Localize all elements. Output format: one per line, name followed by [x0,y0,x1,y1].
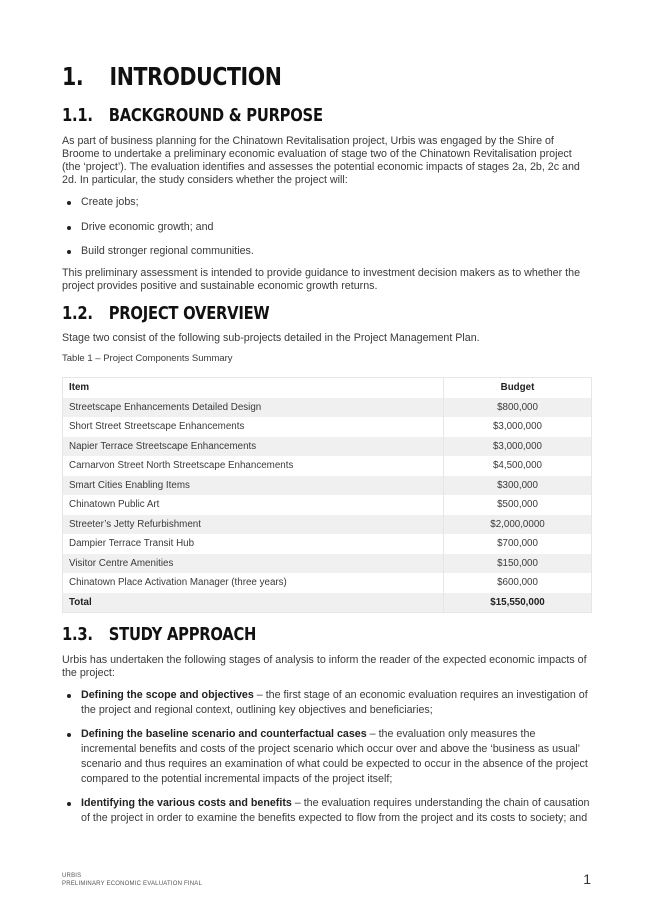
section-title: STUDY APPROACH [108,624,257,645]
column-header-item: Item [63,378,444,398]
cell-budget: $500,000 [444,495,592,515]
cell-item: Short Street Streetscape Enhancements [63,417,444,437]
cell-item: Napier Terrace Streetscape Enhancements [63,437,444,457]
section-heading-approach [62,624,256,645]
chapter-title: INTRODUCTION [109,62,282,91]
list-item: Drive economic growth; and [62,220,592,245]
column-header-budget: Budget [444,378,592,398]
cell-budget: $4,500,000 [444,456,592,476]
cell-total-label: Total [63,593,444,613]
page-number: 1 [583,871,591,887]
bullet-text: – the first stage of an economic evaluation requires an investigation of the project and regional context, outlining key objectives and beneficiaries; [81,689,588,716]
cell-item: Dampier Terrace Transit Hub [63,534,444,554]
bullet-lead: Identifying the various costs and benefits [81,797,292,809]
list-item [62,688,592,718]
cell-item: Visitor Centre Amenities [63,554,444,574]
cell-total-budget: $15,550,000 [444,593,592,613]
table-row [63,554,592,574]
background-bullet-list [62,195,592,269]
overview-intro: Stage two consist of the following sub-projects detailed in the Project Management Plan. [62,332,480,344]
table-row [63,515,592,535]
footer-document-title: PRELIMINARY ECONOMIC EVALUATION FINAL [62,880,202,887]
table-row [63,573,592,593]
cell-item: Streetscape Enhancements Detailed Design [63,398,444,418]
list-item: Build stronger regional communities. [62,244,592,269]
approach-intro: Urbis has undertaken the following stages of analysis to inform the reader of the expected economic impacts of the project: [62,654,587,680]
section-number: 1.3. [62,624,93,645]
background-closing: This preliminary assessment is intended to provide guidance to investment decision makers as to whether the project provides positive and sustainable economic growth returns. [62,267,581,293]
table-total-row [63,593,592,613]
cell-budget: $2,000,0000 [444,515,592,535]
project-components-table [62,377,592,613]
table-row [63,437,592,457]
cell-budget: $600,000 [444,573,592,593]
list-item [62,727,592,787]
list-item [62,796,592,826]
background-intro: As part of business planning for the Chinatown Revitalisation project, Urbis was engaged by the Shire of Broome to undertake a preliminary economic evaluation of stage two of the Chinatown Revitalisation project (the ‘project’). The evaluation identifies and assesses the potential economic impacts of stages 2a, 2b, 2c and 2d. In particular, the study considers whether the project will: [62,135,580,187]
bullet-text: – the evaluation only measures the incremental benefits and costs of the project scenario which occur over and above the ‘business as usual’ scenario and thus requires an examination of what could be expected to occur in the absence of the project compared to the potential incremental impacts of the project itself; [81,728,588,785]
page-footer [62,873,202,888]
bullet-lead: Defining the baseline scenario and counterfactual cases [81,728,367,740]
bullet-lead: Defining the scope and objectives [81,689,254,701]
cell-item: Smart Cities Enabling Items [63,476,444,496]
cell-budget: $700,000 [444,534,592,554]
cell-item: Chinatown Place Activation Manager (three years) [63,573,444,593]
section-number: 1.2. [62,303,93,324]
section-number: 1.1. [62,105,93,126]
table-row [63,495,592,515]
table-header-row [63,378,592,398]
table-row [63,417,592,437]
list-item: Create jobs; [62,195,592,220]
table-row [63,476,592,496]
cell-budget: $800,000 [444,398,592,418]
chapter-heading [62,62,282,91]
table-row [63,456,592,476]
section-heading-overview [62,303,269,324]
cell-budget: $3,000,000 [444,437,592,457]
table-row [63,534,592,554]
cell-item: Carnarvon Street North Streetscape Enhancements [63,456,444,476]
approach-bullet-list [62,688,592,835]
cell-budget: $300,000 [444,476,592,496]
cell-budget: $3,000,000 [444,417,592,437]
footer-company: URBIS [62,873,82,879]
chapter-number: 1. [62,62,84,91]
section-title: PROJECT OVERVIEW [108,303,270,324]
section-heading-background [62,105,323,126]
section-title: BACKGROUND & PURPOSE [108,105,323,126]
bullet-text: – the evaluation requires understanding the chain of causation of the project in order to examine the benefits expected to flow from the project and its costs to society; and [81,797,590,824]
table-caption: Table 1 – Project Components Summary [62,353,233,364]
cell-budget: $150,000 [444,554,592,574]
cell-item: Streeter’s Jetty Refurbishment [63,515,444,535]
cell-item: Chinatown Public Art [63,495,444,515]
table-row [63,398,592,418]
